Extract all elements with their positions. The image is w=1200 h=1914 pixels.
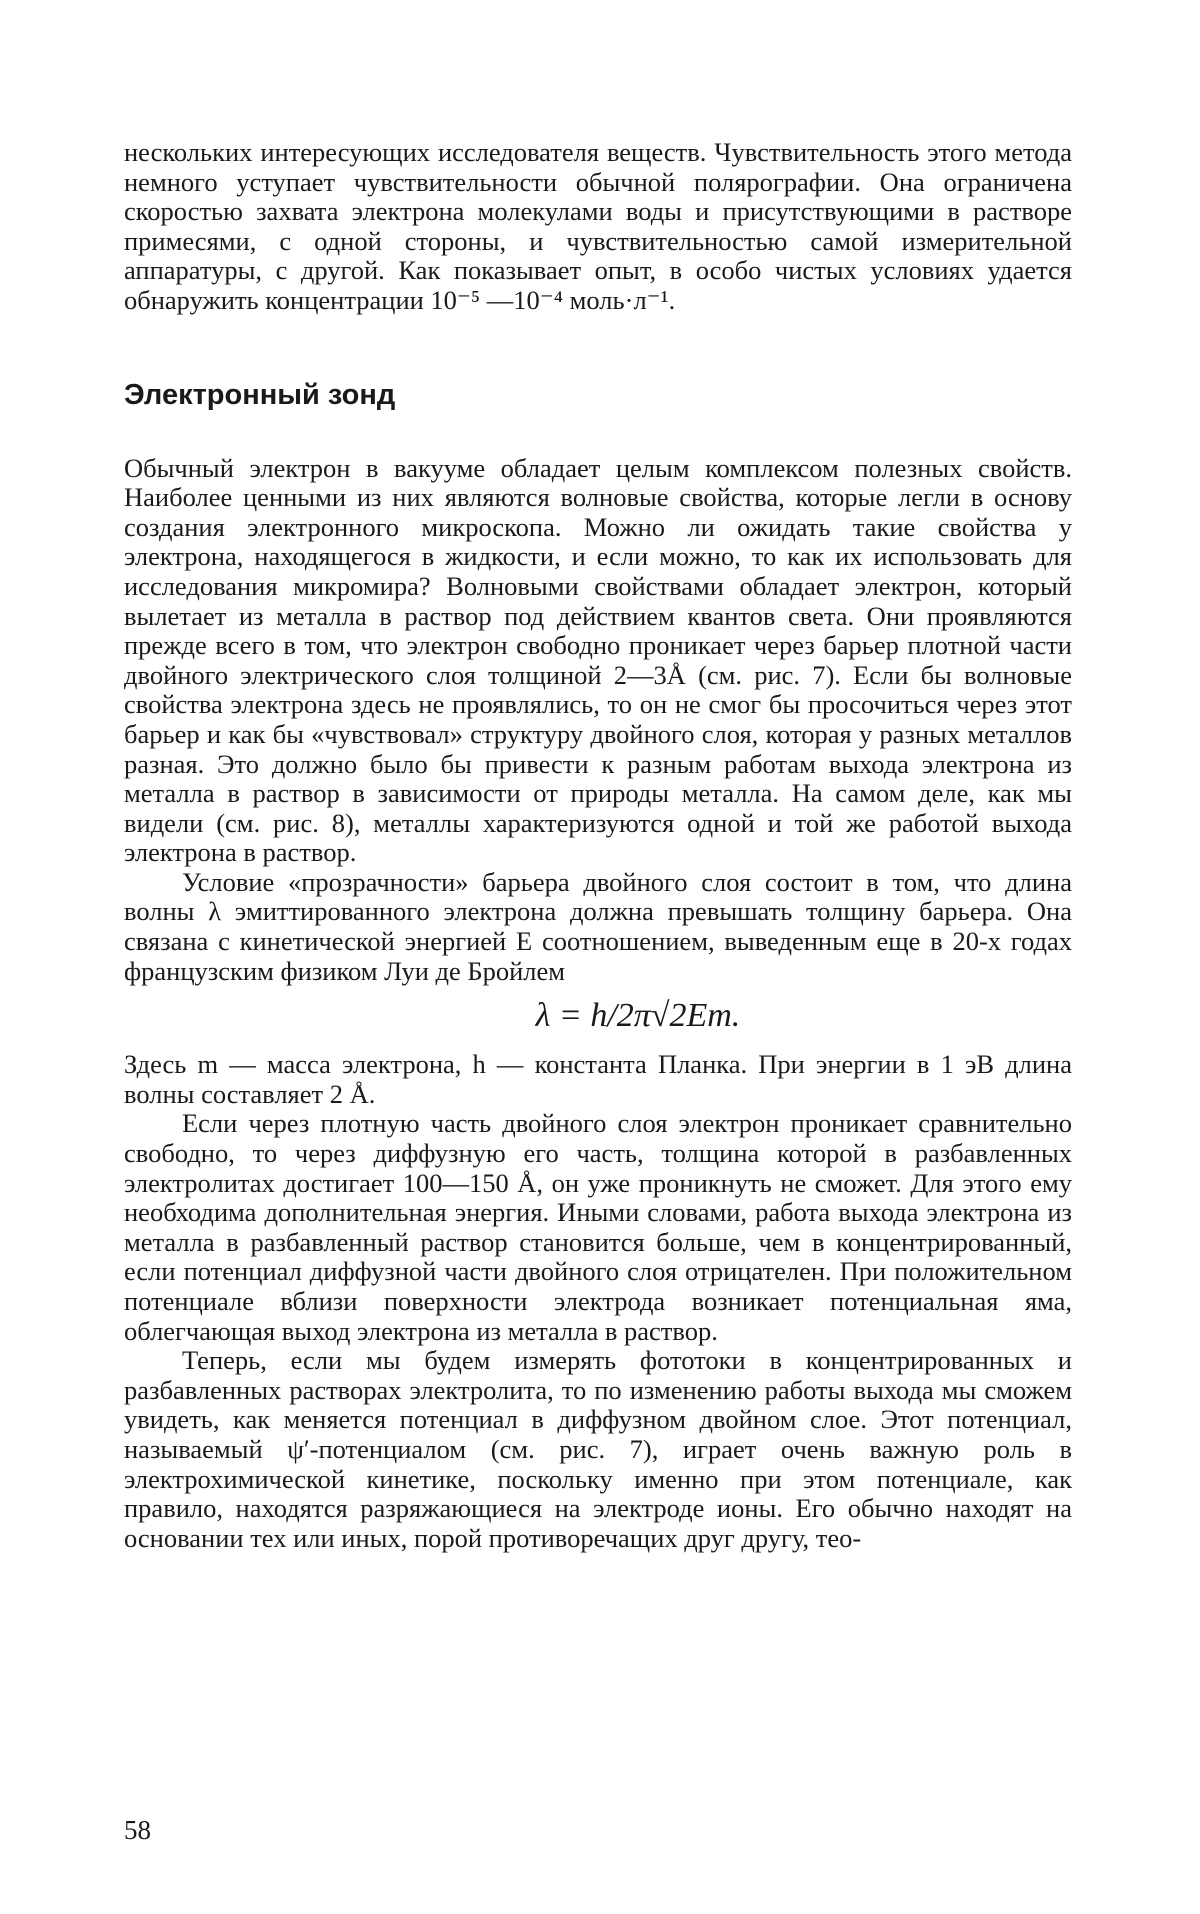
de-broglie-formula	[124, 994, 1072, 1038]
page-number: 58	[124, 1815, 151, 1845]
formula-text: λ = h/2π√2Em.	[535, 997, 741, 1035]
paragraph-3: Здесь m — масса электрона, h — константа Планка. При энергии в 1 эВ длина волны составляет 2 Å.	[124, 1049, 1072, 1109]
paragraph-1: Обычный электрон в вакууме обладает целым комплексом полезных свойств. Наиболее ценными из них являются волновые свойства, которые легли в основу создания электронного микроскопа. Можно ли ожидать такие свойства у электрона, находящегося в жидкости, и если можно, то как их использовать для исследования микромира? Волновыми свойствами обладает электрон, который вылетает из металла в раствор под действием квантов света. Они проявляются прежде всего в том, что электрон свободно проникает через барьер плотной части двойного электрического слоя толщиной 2—3Å (см. рис. 7). Если бы волновые свойства электрона здесь не проявлялись, то он не смог бы просочиться через этот барьер и как бы «чувствовал» структуру двойного слоя, которая у разных металлов разная. Это должно было бы привести к разным работам выхода электрона из металла в раствор в зависимости от природы металла. На самом деле, как мы видели (см. рис. 8), металлы характеризуются одной и той же работой выхода электрона в раствор.	[124, 452, 1072, 868]
paragraph-4: Если через плотную часть двойного слоя электрон проникает сравнительно свободно, то через диффузную его часть, толщина которой в разбавленных электролитах достигает 100—150 Å, он уже проникнуть не сможет. Для этого ему необходима дополнительная энергия. Иными словами, работа выхода электрона из металла в разбавленный раствор становится больше, чем в концентрированный, если потенциал диффузной части двойного слоя отрицателен. При положительном потенциале вблизи поверхности электрода возникает потенциальная яма, облегчающая выход электрона из металла в раствор.	[124, 1108, 1072, 1346]
paragraph-2: Условие «прозрачности» барьера двойного слоя состоит в том, что длина волны λ эмиттированного электрона должна превышать толщину барьера. Она связана с кинетической энергией E соотношением, выведенным еще в 20-х годах французским физиком Луи де Бройлем	[124, 866, 1072, 986]
section-heading: Электронный зонд	[124, 378, 396, 411]
paragraph-5: Теперь, если мы будем измерять фототоки в концентрированных и разбавленных растворах электролита, то по изменению работы выхода мы сможем увидеть, как меняется потенциал в диффузном двойном слое. Этот потенциал, называемый ψ′-потенциалом (см. рис. 7), играет очень важную роль в электрохимической кинетике, поскольку именно при этом потенциале, как правило, находятся разряжающиеся на электроде ионы. Его обычно находят на основании тех или иных, порой противоречащих друг другу, тео-	[124, 1345, 1072, 1553]
page-body	[124, 138, 1072, 1553]
intro-paragraph: нескольких интересующих исследователя веществ. Чувствительность этого метода немного уступает чувствительности обычной полярографии. Она ограничена скоростью захвата электрона молекулами воды и присутствующими в растворе примесями, с одной стороны, и чувствительностью самой измерительной аппаратуры, с другой. Как показывает опыт, в особо чистых условиях удается обнаружить концентрации 10⁻⁵ —10⁻⁴ моль·л⁻¹.	[124, 137, 1072, 315]
